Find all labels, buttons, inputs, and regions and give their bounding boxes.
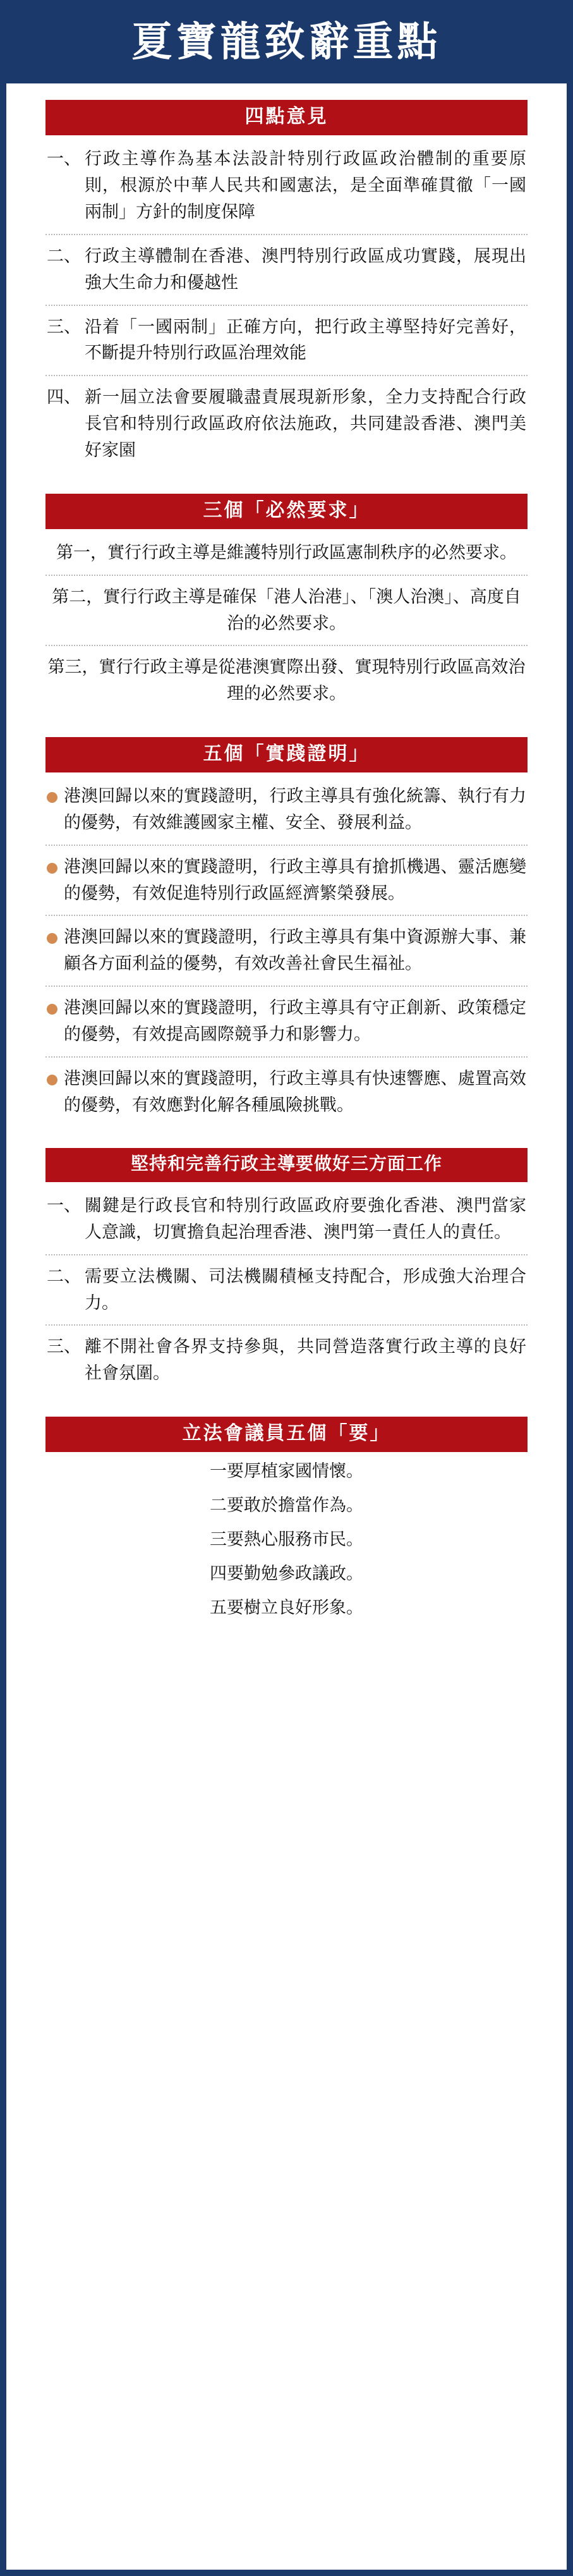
bullet-dot-glyph (47, 792, 57, 803)
bullet-dot-icon (47, 1066, 64, 1089)
list-item-number: 三、 (47, 1337, 81, 1357)
list-item-text: 第三，實行行政主導是從港澳實際出發、實現特別行政區高效治理的必然要求。 (47, 657, 526, 704)
list-item (45, 1326, 528, 1395)
section-body (45, 772, 528, 1126)
list-item (45, 1255, 528, 1326)
list-item (45, 576, 528, 647)
list-item (45, 235, 528, 306)
list-item-text: 港澳回歸以來的實踐證明，行政主導具有守正創新、政策穩定的優勢，有效提高國際競爭力和影響力。 (64, 998, 526, 1044)
list-item-number: 二、 (47, 1266, 81, 1286)
section (45, 100, 528, 472)
list-item-text: 需要立法機關、司法機關積極支持配合，形成強大治理合力。 (85, 1266, 526, 1312)
list-item-text: 離不開社會各界支持參與，共同營造落實行政主導的良好社會氛圍。 (85, 1337, 526, 1383)
section-header: 立法會議員五個「要」 (45, 1417, 528, 1452)
list-item (45, 646, 528, 716)
bullet-dot-glyph (47, 863, 57, 874)
bullet-dot-icon (47, 783, 64, 806)
section-header: 五個「實踐證明」 (45, 737, 528, 772)
bullet-dot-icon (47, 995, 64, 1018)
bullet-dot-icon (47, 854, 64, 877)
list-item-text: 港澳回歸以來的實踐證明，行政主導具有快速響應、處置高效的優勢，有效應對化解各種風險挑戰。 (64, 1068, 526, 1114)
section-body (45, 1452, 528, 1625)
section-header: 三個「必然要求」 (45, 494, 528, 529)
list-item-text: 港澳回歸以來的實踐證明，行政主導具有集中資源辦大事、兼顧各方面利益的優勢，有效改善社會民生福祉。 (64, 927, 526, 974)
list-item-text: 新一屆立法會要履職盡責展現新形象，全力支持配合行政長官和特別行政區政府依法施政，共同建設香港、澳門美好家園 (85, 388, 526, 460)
list-item-number: 二、 (47, 246, 81, 266)
section (45, 1148, 528, 1395)
sections-container (45, 100, 528, 1625)
list-item (45, 306, 528, 377)
list-item-number: 三、 (47, 317, 81, 336)
list-item-text: 沿着「一國兩制」正確方向，把行政主導堅持好完善好，不斷提升特別行政區治理效能 (85, 317, 526, 363)
section-header: 堅持和完善行政主導要做好三方面工作 (45, 1148, 528, 1182)
section-body (45, 529, 528, 716)
list-item (45, 138, 528, 235)
list-item-text: 第二，實行行政主導是確保「港人治港」、「澳人治澳」、高度自治的必然要求。 (52, 587, 521, 633)
list-item-text: 行政主導體制在香港、澳門特別行政區成功實踐，展現出強大生命力和優越性 (85, 246, 526, 292)
page-title: 夏寶龍致辭重點 (131, 20, 442, 64)
list-item-text: 行政主導作為基本法設計特別行政區政治體制的重要原則，根源於中華人民共和國憲法，是全面準確貫徹「一國兩制」方針的制度保障 (85, 149, 526, 222)
list-item (45, 1455, 528, 1489)
section (45, 494, 528, 716)
list-item (45, 376, 528, 472)
list-item (45, 987, 528, 1058)
section (45, 1417, 528, 1625)
list-item (45, 1591, 528, 1625)
list-item-number: 一、 (47, 149, 81, 169)
bullet-dot-glyph (47, 1004, 57, 1015)
bullet-dot-glyph (47, 1075, 57, 1085)
list-item-text: 港澳回歸以來的實踐證明，行政主導具有強化統籌、執行有力的優勢，有效維護國家主權、安全、發展利益。 (64, 786, 526, 832)
document-content (6, 100, 567, 1625)
list-item (45, 1523, 528, 1557)
list-item-text: 三要熱心服務市民。 (210, 1529, 363, 1549)
bullet-dot-glyph (47, 933, 57, 944)
section-body (45, 135, 528, 472)
list-item (45, 1058, 528, 1127)
list-item-text: 關鍵是行政長官和特別行政區政府要強化香港、澳門當家人意識，切實擔負起治理香港、澳門第一責任人的責任。 (85, 1196, 526, 1242)
list-item-text: 五要樹立良好形象。 (210, 1597, 363, 1617)
list-item-text: 二要敢於擔當作為。 (210, 1495, 363, 1515)
list-item-number: 一、 (47, 1196, 81, 1216)
list-item-number: 四、 (47, 388, 81, 407)
list-item-text: 第一，實行行政主導是維護特別行政區憲制秩序的必然要求。 (56, 542, 517, 562)
section (45, 737, 528, 1126)
list-item (45, 846, 528, 917)
list-item (45, 1489, 528, 1523)
title-banner (6, 6, 567, 83)
section-header: 四點意見 (45, 100, 528, 135)
list-item (45, 916, 528, 987)
list-item-text: 港澳回歸以來的實踐證明，行政主導具有搶抓機遇、靈活應變的優勢，有效促進特別行政區經濟繁榮發展。 (64, 857, 526, 903)
section-body (45, 1182, 528, 1395)
list-item-text: 一要厚植家國情懷。 (210, 1462, 363, 1481)
list-item (45, 775, 528, 846)
list-item (45, 1185, 528, 1255)
list-item (45, 1557, 528, 1591)
list-item-text: 四要勤勉參政議政。 (210, 1563, 363, 1583)
list-item (45, 532, 528, 576)
bullet-dot-icon (47, 924, 64, 947)
